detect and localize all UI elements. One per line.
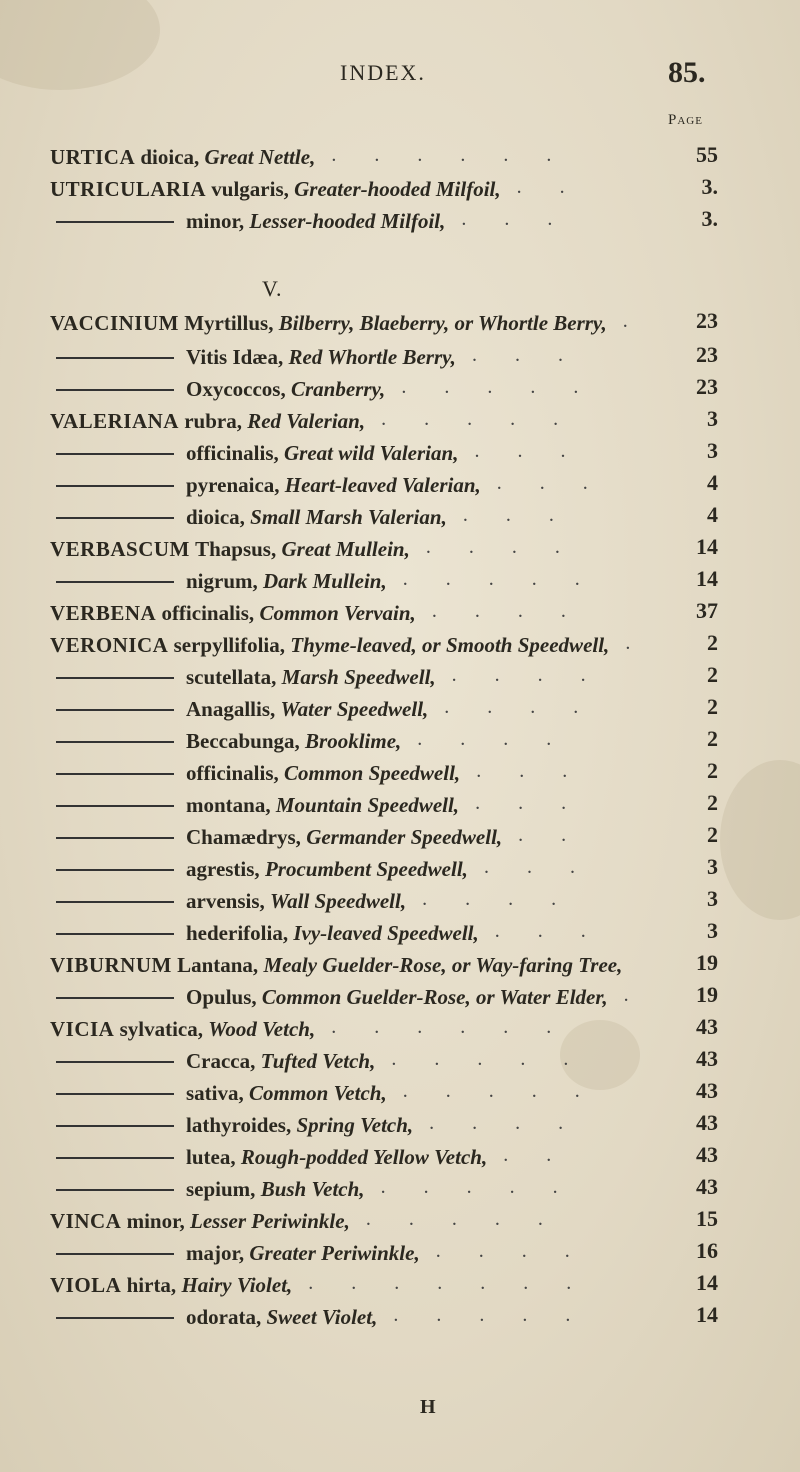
common-name: Wall Speedwell, [270,889,407,913]
species-name: Vitis Idæa, [186,345,284,369]
species-name: officinalis, [186,761,279,785]
entry-page-number: 4 [707,502,718,527]
species-name: Thapsus, [195,537,277,561]
index-entry [0,174,800,204]
leader-dots: . [623,984,667,1006]
genus-name: VERONICA [50,633,169,657]
entry-page-number: 43 [696,1174,718,1199]
entry-page-number: 15 [696,1206,718,1231]
entry-page-number: 14 [696,1302,718,1327]
species-name: sepium, [186,1177,256,1201]
entry-page-number: 2 [707,726,718,751]
species-name: Lantana, [177,953,259,977]
leader-dots: ..... [402,1080,618,1102]
entry-text [186,824,502,850]
species-name: serpyllifolia, [173,633,286,657]
entry-page-number: 23 [696,374,718,399]
common-name: Red Whortle Berry, [288,345,456,369]
ditto-dash [56,221,174,223]
leader-dots: .... [417,728,590,750]
index-entry [0,206,800,236]
species-name: lutea, [186,1145,236,1169]
common-name: Rough-podded Yellow Vetch, [240,1145,488,1169]
leader-dots: ..... [365,1208,581,1230]
leader-dots: ... [461,208,591,230]
genus-name: URTICA [50,145,136,169]
leader-dots: .... [451,664,624,686]
common-name: Procumbent Speedwell, [264,857,468,881]
entry-page-number: 14 [696,534,718,559]
species-name: Myrtillus, [184,311,274,335]
index-entry [0,566,800,596]
ditto-dash [56,1157,174,1159]
species-name: Beccabunga, [186,729,300,753]
common-name: Great wild Valerian, [284,441,459,465]
ditto-dash [56,1061,174,1063]
index-entry [0,342,800,372]
leader-dots: ...... [331,1016,590,1038]
entry-text [50,408,365,434]
entry-page-number: 3 [707,918,718,943]
index-entry [0,406,800,436]
index-entry [0,854,800,884]
index-entry [0,1174,800,1204]
ditto-dash [56,901,174,903]
ditto-dash [56,485,174,487]
leader-dots: ... [475,792,605,814]
index-entry [0,886,800,916]
entry-text [186,376,385,402]
common-name: Greater-hooded Milfoil, [294,177,501,201]
common-name: Common Vervain, [259,601,416,625]
species-name: minor, [126,1209,185,1233]
genus-name: VIOLA [50,1273,122,1297]
species-name: officinalis, [161,601,255,625]
index-entry [0,822,800,852]
leader-dots: ... [494,920,624,942]
index-entry [0,1206,800,1236]
leader-dots: ... [462,504,592,526]
species-name: Anagallis, [186,697,276,721]
common-name: Common Guelder-Rose, or Water Elder, [261,985,608,1009]
entry-text [186,1240,420,1266]
species-name: dioica, [140,145,200,169]
leader-dots: ... [496,472,626,494]
entry-text [50,1272,292,1298]
entry-page-number: 2 [707,822,718,847]
index-entry [0,534,800,564]
species-name: nigrum, [186,569,258,593]
ditto-dash [56,933,174,935]
index-entry [0,502,800,532]
leader-dots: .... [431,600,604,622]
species-name: hirta, [126,1273,177,1297]
leader-dots: ..... [402,568,618,590]
species-name: odorata, [186,1305,262,1329]
entry-page-number: 2 [707,630,718,655]
ditto-dash [56,453,174,455]
leader-dots: .. [516,176,603,198]
entry-page-number: 3 [707,438,718,463]
common-name: Thyme-leaved, or Smooth Speedwell, [290,633,610,657]
entry-text [50,632,609,658]
common-name: Lesser-hooded Milfoil, [249,209,446,233]
entry-text [186,1048,375,1074]
ditto-dash [56,1125,174,1127]
common-name: Common Vetch, [249,1081,387,1105]
index-entry [0,1046,800,1076]
genus-name: VACCINIUM [50,311,179,335]
common-name: Great Mullein, [281,537,410,561]
entry-text [186,1304,377,1330]
entry-text [186,1176,365,1202]
entry-page-number: 37 [696,598,718,623]
ditto-dash [56,581,174,583]
leader-dots: ....... [308,1272,610,1294]
entry-text [186,344,456,370]
species-name: sativa, [186,1081,244,1105]
index-entry [0,918,800,948]
entry-text [186,472,481,498]
common-name: Tufted Vetch, [260,1049,376,1073]
entry-text [186,984,608,1010]
ditto-dash [56,1093,174,1095]
entry-text [50,952,622,978]
page-number: 85. [668,56,706,89]
genus-name: VALERIANA [50,409,179,433]
species-name: Oxycoccos, [186,377,286,401]
entry-page-number: 14 [696,1270,718,1295]
species-name: Opulus, [186,985,257,1009]
entry-page-number: 55 [696,142,718,167]
leader-dots: .. [503,1144,590,1166]
entry-page-number: 14 [696,566,718,591]
ditto-dash [56,773,174,775]
leader-dots: .... [425,536,598,558]
species-name: rubra, [184,409,242,433]
index-entry [0,1078,800,1108]
entry-page-number: 2 [707,662,718,687]
index-entry [0,1014,800,1044]
common-name: Common Speedwell, [284,761,461,785]
species-name: dioica, [186,505,245,529]
index-entry [0,470,800,500]
ditto-dash [56,837,174,839]
entry-page-number: 2 [707,790,718,815]
entry-page-number: 19 [696,950,718,975]
page-column-label: Page [668,112,703,128]
ditto-dash [56,741,174,743]
entry-text [50,1208,350,1234]
leader-dots: .... [435,1240,608,1262]
common-name: Wood Vetch, [208,1017,316,1041]
genus-name: VERBASCUM [50,537,190,561]
common-name: Heart-leaved Valerian, [284,473,481,497]
entry-text [186,568,387,594]
index-entry [0,438,800,468]
ditto-dash [56,517,174,519]
leader-dots: .... [429,1112,602,1134]
species-name: Cracca, [186,1049,256,1073]
entry-text [186,664,436,690]
common-name: Great Nettle, [204,145,316,169]
entry-page-number: 43 [696,1014,718,1039]
entry-text [186,696,428,722]
species-name: arvensis, [186,889,265,913]
entry-page-number: 3 [707,854,718,879]
genus-name: UTRICULARIA [50,177,207,201]
leader-dots: ... [474,440,604,462]
common-name: Germander Speedwell, [306,825,503,849]
leader-dots: ... [476,760,606,782]
index-entry [0,1270,800,1300]
index-entry [0,790,800,820]
common-name: Greater Periwinkle, [249,1241,420,1265]
species-name: pyrenaica, [186,473,280,497]
entry-text [50,1016,315,1042]
index-entry [0,630,800,660]
common-name: Brooklime, [305,729,402,753]
genus-name: VINCA [50,1209,122,1233]
entry-page-number: 3. [701,206,718,231]
leader-dots: .. [518,824,605,846]
leader-dots: ..... [393,1304,609,1326]
leader-dots: ..... [380,1176,596,1198]
entry-text [186,1144,487,1170]
ditto-dash [56,389,174,391]
leader-dots: ... [471,344,601,366]
genus-name: VIBURNUM [50,953,172,977]
entry-page-number: 43 [696,1046,718,1071]
index-entry [0,982,800,1012]
page-header [0,56,800,96]
common-name: Marsh Speedwell, [281,665,436,689]
common-name: Mountain Speedwell, [275,793,460,817]
leader-dots: ..... [381,408,597,430]
entry-text [186,760,460,786]
leader-dots: .... [444,696,617,718]
species-name: sylvatica, [119,1017,203,1041]
section-letter-v: V. [262,276,283,301]
ditto-dash [56,805,174,807]
leader-dots: ..... [391,1048,607,1070]
entry-page-number: 23 [696,308,718,333]
ditto-dash [56,1317,174,1319]
entry-text [186,856,468,882]
entry-page-number: 3. [701,174,718,199]
species-name: minor, [186,209,245,233]
entry-text [186,920,479,946]
ditto-dash [56,1189,174,1191]
species-name: montana, [186,793,271,817]
genus-name: VERBENA [50,601,157,625]
ditto-dash [56,1253,174,1255]
entry-page-number: 2 [707,694,718,719]
entry-text [50,536,410,562]
species-name: agrestis, [186,857,260,881]
signature-mark: H [420,1396,436,1418]
index-entry [0,1142,800,1172]
entry-text [186,888,406,914]
entry-text [50,600,416,626]
entry-text [186,728,401,754]
index-entry [0,1302,800,1332]
common-name: Mealy Guelder-Rose, or Way-faring Tree, [263,953,623,977]
page-title: INDEX. [340,60,426,85]
index-entry [0,1110,800,1140]
entry-page-number: 16 [696,1238,718,1263]
ditto-dash [56,357,174,359]
index-entry [0,662,800,692]
entry-text [50,144,315,170]
entry-text [50,310,607,336]
common-name: Spring Vetch, [296,1113,414,1137]
index-entry [0,1238,800,1268]
entry-text [50,176,501,202]
leader-dots: . [622,310,666,332]
index-entry [0,598,800,628]
leader-dots: . [625,632,669,654]
species-name: hederifolia, [186,921,289,945]
entry-text [186,1112,413,1138]
index-entry [0,950,800,980]
common-name: Dark Mullein, [263,569,387,593]
species-name: scutellata, [186,665,277,689]
index-entry [0,308,800,338]
entry-text [186,1080,387,1106]
common-name: Hairy Violet, [181,1273,293,1297]
index-entry [0,726,800,756]
species-name: lathyroides, [186,1113,292,1137]
species-name: officinalis, [186,441,279,465]
entry-page-number: 2 [707,758,718,783]
entry-page-number: 43 [696,1110,718,1135]
ditto-dash [56,677,174,679]
entry-text [186,504,447,530]
common-name: Ivy-leaved Speedwell, [293,921,479,945]
entry-page-number: 43 [696,1078,718,1103]
species-name: Chamædrys, [186,825,301,849]
entry-page-number: 3 [707,406,718,431]
index-entry [0,374,800,404]
entry-text [186,208,445,234]
ditto-dash [56,709,174,711]
leader-dots: ... [483,856,613,878]
index-entry [0,694,800,724]
species-name: major, [186,1241,245,1265]
entry-text [186,792,459,818]
common-name: Water Speedwell, [280,697,429,721]
common-name: Bilberry, Blaeberry, or Whortle Berry, [278,311,607,335]
common-name: Cranberry, [290,377,386,401]
species-name: vulgaris, [211,177,289,201]
entry-page-number: 43 [696,1142,718,1167]
ditto-dash [56,869,174,871]
common-name: Small Marsh Valerian, [250,505,447,529]
ditto-dash [56,997,174,999]
entry-page-number: 3 [707,886,718,911]
common-name: Bush Vetch, [260,1177,365,1201]
leader-dots: .... [422,888,595,910]
entry-page-number: 23 [696,342,718,367]
index-entry [0,142,800,172]
entry-page-number: 4 [707,470,718,495]
entry-text [186,440,458,466]
genus-name: VICIA [50,1017,115,1041]
index-entry [0,758,800,788]
leader-dots: ..... [401,376,617,398]
common-name: Sweet Violet, [266,1305,378,1329]
common-name: Red Valerian, [247,409,366,433]
common-name: Lesser Periwinkle, [190,1209,350,1233]
leader-dots: ...... [331,144,590,166]
entry-page-number: 19 [696,982,718,1007]
